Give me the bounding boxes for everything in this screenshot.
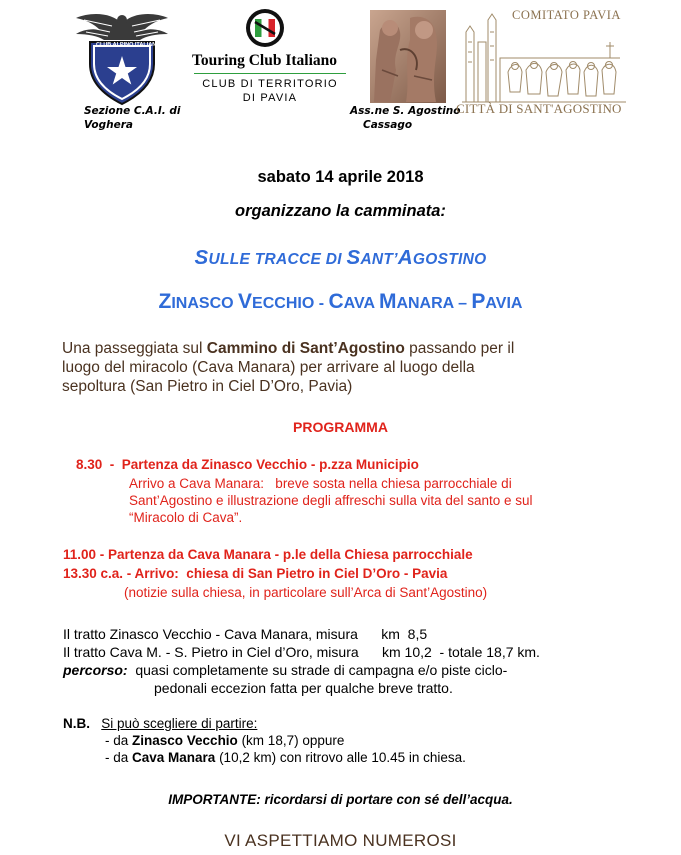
item1-line2: Sant’Agostino e illustrazione degli affreschi sulla vita del santo e sul [129, 493, 533, 508]
nb-opt1-bold: Zinasco Vecchio [132, 733, 238, 748]
nb-opt2-pre: - da [105, 750, 133, 765]
event-subtitle: organizzano la camminata: [235, 202, 446, 220]
nb-intro: Si può scegliere di partire: [101, 716, 258, 731]
title-char: S [194, 246, 209, 269]
comitato-top-text: COMITATO PAVIA [512, 8, 621, 22]
closing-text: VI ASPETTIAMO NUMEROSI [224, 831, 457, 850]
item1-line1: Arrivo a Cava Manara: breve sosta nella chiesa parrocchiale di [129, 476, 512, 491]
tci-club-line2: DI PAVIA [242, 92, 298, 104]
route-char: Z [158, 290, 172, 313]
route-part: ANARA – [396, 295, 472, 312]
intro-paragraph [62, 339, 622, 396]
agostino-caption-line1: Ass.ne S. Agostino [350, 105, 461, 117]
tci-emblem [245, 8, 285, 48]
nb-opt1-pre: - da [105, 733, 133, 748]
distances [63, 625, 540, 697]
route-char: V [238, 290, 253, 313]
cai-caption-line1: Sezione C.A.I. di [84, 105, 181, 117]
programma-item-1: 8.30 - Partenza da Zinasco Vecchio - p.zza Municipio [76, 457, 419, 472]
nb-opt1-post: (km 18,7) oppure [237, 733, 345, 748]
tci-club-line1: CLUB DI TERRITORIO [202, 78, 338, 90]
title-char: S [346, 246, 361, 269]
distance-line-2: Il tratto Cava M. - S. Pietro in Ciel d’Oro, misura km 10,2 - totale 18,7 km. [63, 644, 540, 660]
title-part: ULLE TRACCE DI [208, 251, 347, 268]
title-part: GOSTINO [412, 251, 487, 268]
important-note: IMPORTANTE: ricordarsi di portare con sé dell’acqua. [168, 792, 513, 807]
route-title [0, 290, 681, 314]
programma-heading: PROGRAMMA [293, 419, 388, 435]
route-part: AVA [343, 295, 379, 312]
programma-item-3-note: (notizie sulla chiesa, in particolare sull’Arca di Sant’Agostino) [124, 585, 488, 600]
title-char: A [397, 246, 413, 269]
programma-item-3: 13.30 c.a. - Arrivo: chiesa di San Pietro in Ciel D’Oro - Pavia [63, 566, 448, 581]
cai-caption [84, 104, 181, 132]
agostino-caption-line2: Cassago [363, 119, 413, 131]
route-part: AVIA [485, 295, 523, 312]
route-char: P [471, 290, 486, 313]
intro-line2: luogo del miracolo (Cava Manara) per arrivare al luogo della [62, 359, 475, 376]
intro-bold: Cammino di Sant’Agostino [206, 340, 405, 357]
route-part: INASCO [171, 295, 239, 312]
agostino-caption [350, 104, 461, 132]
percorso-label: percorso: [63, 662, 128, 678]
comitato-skyline-drawing [460, 12, 628, 104]
route-part: ECCHIO - [252, 295, 329, 312]
percorso-text-2: pedonali eccezion fatta per qualche breve tratto. [154, 680, 453, 696]
percorso-text: quasi completamente su strade di campagna e/o piste ciclo- [127, 662, 508, 678]
cai-caption-line2: Voghera [84, 119, 133, 131]
tci-club [190, 77, 350, 105]
item1-line3: “Miracolo di Cava”. [129, 510, 243, 525]
cai-badge-text: CLUB ALPINO ITALIANO [96, 42, 161, 48]
intro-line3: sepoltura (San Pietro in Ciel D’Oro, Pavia) [62, 378, 353, 395]
title-part: ANT’ [360, 251, 398, 268]
distance-line-1: Il tratto Zinasco Vecchio - Cava Manara, misura km 8,5 [63, 626, 428, 642]
route-char: M [378, 290, 397, 313]
event-title [0, 246, 681, 270]
comitato-bottom-text: CITTÀ DI SANT'AGOSTINO [456, 101, 622, 116]
programma-item-2: 11.00 - Partenza da Cava Manara - p.le della Chiesa parrocchiale [63, 547, 473, 562]
programma-item-1-details [129, 475, 669, 526]
event-date: sabato 14 aprile 2018 [257, 168, 424, 186]
route-char: C [328, 290, 344, 313]
intro-text: passando per il [404, 340, 515, 357]
agostino-relief-image [370, 10, 446, 103]
nb-section [63, 715, 466, 766]
intro-text: Una passeggiata sul [62, 340, 207, 357]
nb-opt2-post: (10,2 km) con ritrovo alle 10.45 in chiesa. [215, 750, 466, 765]
nb-label: N.B. [63, 716, 90, 731]
nb-opt2-bold: Cava Manara [132, 750, 216, 765]
tci-name: Touring Club Italiano [192, 52, 338, 69]
cai-logo [72, 6, 172, 106]
tci-divider [194, 73, 346, 74]
